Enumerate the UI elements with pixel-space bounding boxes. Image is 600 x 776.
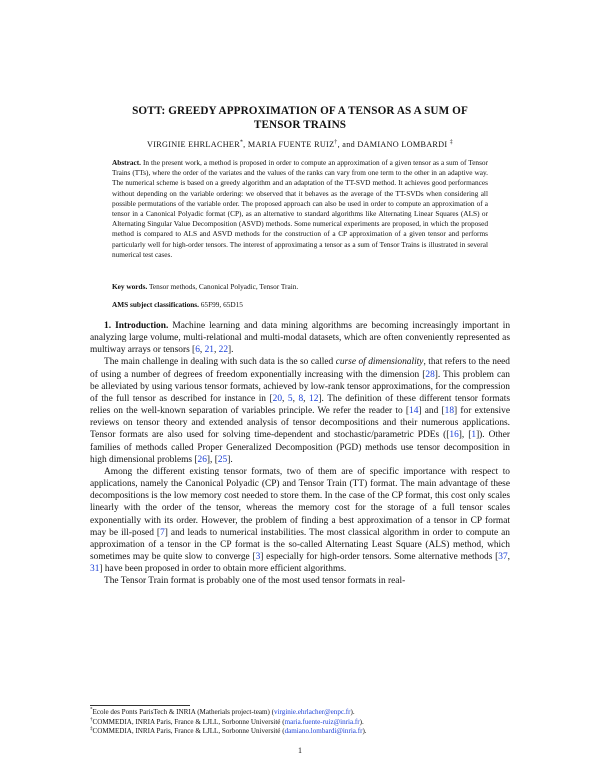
text-run: ] for extensive reviews on tensor theory and extended analysis of tensor decompositions and their numerous applications. Tensor formats are also used for solving time-dependent and stochastic/parametric PDEs ([ xyxy=(90,406,510,441)
footnote-affiliation: COMMEDIA, INRIA Paris, France & LJLL, Sorbonne Université ( xyxy=(92,717,285,726)
keywords-text: Tensor methods, Canonical Polyadic, Tensor Train. xyxy=(148,282,299,291)
text-run: ], [ xyxy=(458,430,472,441)
page-number: 1 xyxy=(298,746,302,755)
text-run: ] especially for high-order tensors. Some alternative methods [ xyxy=(260,551,499,562)
ams-text: 65F99, 65D15 xyxy=(200,300,243,309)
footnotes xyxy=(90,708,520,737)
citation-link[interactable]: 28 xyxy=(425,369,435,380)
citation-link[interactable]: 20 xyxy=(272,393,283,404)
text-run: ]. xyxy=(227,454,233,465)
text-run: ] and leads to numerical instabilities. The most classical algorithm in order to compute an approximation of a tensor in the CP format is the so-called Alternating Least Square (ALS) method, which sometimes may be quite slow to converge [ xyxy=(90,527,510,562)
paper-title: SOTT: GREEDY APPROXIMATION OF A TENSOR AS A SUM OF TENSOR TRAINS xyxy=(132,105,468,131)
text-run: , that refers to the need of using a number of degrees of freedom exponentially increasing with the dimension [ xyxy=(90,357,510,380)
paragraph-tensor-train xyxy=(90,575,510,587)
citation-link[interactable]: 22 xyxy=(218,345,228,356)
paragraph-intro xyxy=(90,320,510,356)
paragraph-curse xyxy=(90,356,510,465)
citation-link[interactable]: 26 xyxy=(197,454,207,465)
section-title: Introduction. xyxy=(115,321,169,331)
text-run: ]. xyxy=(228,345,234,356)
text-run: ]. The definition of these different tensor formats relies on the well-known separation of variables principle. We refer the reader to [ xyxy=(90,393,511,417)
citation-link[interactable]: 6 xyxy=(195,345,200,356)
footnote-mark: * xyxy=(90,707,93,713)
citation-link[interactable]: 5 xyxy=(287,393,293,404)
footnote-fuente-ruiz xyxy=(90,718,520,728)
footnote-mark: ‡ xyxy=(90,726,93,732)
author-list xyxy=(80,140,520,149)
ams-label: AMS subject classifications. xyxy=(112,300,199,309)
author-fuente-ruiz: MARIA FUENTE RUIZ xyxy=(247,140,335,149)
text-run: , xyxy=(292,393,299,404)
author-ehrlacher: VIRGINIE EHRLACHER xyxy=(147,140,240,149)
citation-link[interactable]: 3 xyxy=(255,551,261,562)
text-run: The Tensor Train format is probably one of the most used tensor formats in real- xyxy=(104,576,406,587)
text-run: ] and [ xyxy=(418,406,445,417)
citation-link[interactable]: 1 xyxy=(471,430,477,441)
author-mark: ‡ xyxy=(449,139,453,146)
citation-link[interactable]: 37 xyxy=(498,551,508,562)
text-run: ]). Other families of methods called Proper Generalized Decomposition (PGD) methods use tensor decomposition in high dimensional problems [ xyxy=(90,430,510,465)
footnote-mark: † xyxy=(90,717,93,723)
email-link[interactable]: maria.fuente-ruiz@inria.fr xyxy=(284,717,360,726)
paragraph-formats xyxy=(90,466,510,575)
author-mark: † xyxy=(334,139,338,146)
body-text xyxy=(90,320,510,587)
section-number: 1. xyxy=(104,321,112,331)
footnote-end: ). xyxy=(359,717,364,726)
author-separator: , and xyxy=(337,140,358,149)
citation-link[interactable]: 18 xyxy=(444,406,455,417)
author-lombardi: DAMIANO LOMBARDI xyxy=(357,140,448,149)
footnote-affiliation: Ecole des Ponts ParisTech & INRIA (Matherials project-team) ( xyxy=(92,708,275,716)
keywords xyxy=(112,282,488,291)
footnote-divider xyxy=(90,705,190,706)
author-separator: , xyxy=(243,140,248,149)
abstract-label: Abstract. xyxy=(112,158,141,167)
footnote-affiliation: COMMEDIA, INRIA Paris, France & LJLL, Sorbonne Université ( xyxy=(92,727,285,736)
text-run: ], [ xyxy=(206,454,218,465)
citation-link[interactable]: 31 xyxy=(90,564,100,575)
author-mark: * xyxy=(239,139,244,146)
emphasis-curse: curse of dimensionality xyxy=(335,357,424,368)
footnote-end: ). xyxy=(350,708,355,716)
text-run: , xyxy=(282,393,288,404)
footnote-ehrlacher xyxy=(90,708,520,718)
citation-link[interactable]: 12 xyxy=(309,393,319,404)
footnote-end: ). xyxy=(362,727,367,736)
text-run: , xyxy=(199,345,205,356)
abstract-text: In the present work, a method is proposed in order to compute an approximation of a given tensor as a sum of Tensor Trains (TTs), where the order of the variates and the values of the ranks can vary from one term to the other in an adaptive way. The numerical scheme is based on a greedy algorithm and an adaptation of the TT-SVD method. It achieves good performances without depending on the variable ordering: we observed that it behaves as the average of the TT-SVDs when considering all possible permutations of the variable order. The proposed approach can also be used in order to compute an approximation of a tensor in a Canonical Polyadic format (CP), as an alternative to standard algorithms like Alternating Linear Squares (ALS) or Alternating Singular Value Decomposition (ASVD) methods. Some numerical experiments are proposed, in which the proposed method is compared to ALS and ASVD methods for the construction of a CP approximation of a given tensor and performs particularly well for high-order tensors. The interest of approximating a tensor as a sum of Tensor Trains is illustrated in several numerical test cases. xyxy=(112,158,488,259)
citation-link[interactable]: 7 xyxy=(160,527,165,538)
text-run: , xyxy=(303,393,310,404)
email-link[interactable]: virginie.ehrlacher@enpc.fr xyxy=(274,708,351,716)
citation-link[interactable]: 14 xyxy=(409,406,419,417)
citation-link[interactable]: 8 xyxy=(298,393,304,404)
citation-link[interactable]: 25 xyxy=(217,454,228,465)
abstract xyxy=(112,158,488,260)
text-run: Among the different existing tensor formats, two of them are of specific importance with respect to applications, namely the Canonical Polyadic (CP) and Tensor Train (TT) format. The main advantage of these decompositions is the low memory cost needed to store them. In the case of the CP format, this cost only scales linearly with the order of the tensor, whereas the memory cost for the storage of a full tensor scales exponentially with its order. However, the problem of finding a best approximation of a tensor in CP format may be ill-posed [ xyxy=(90,466,510,538)
text-run: , xyxy=(507,551,510,562)
citation-link[interactable]: 16 xyxy=(449,430,459,441)
ams-classification xyxy=(112,300,488,309)
keywords-label: Key words. xyxy=(112,282,148,291)
text-run: , xyxy=(213,345,219,356)
text-run: ] have been proposed in order to obtain more efficient algorithms. xyxy=(99,564,347,575)
email-link[interactable]: damiano.lombardi@inria.fr xyxy=(284,727,363,736)
text-run: Machine learning and data mining algorithms are becoming increasingly important in analyzing large volume, multi-relational and multi-modal datasets, which are often conveniently represented as multiway arrays or tensors [ xyxy=(90,321,511,356)
text-run: ]. This problem can be alleviated by using various tensor formats, achieved by low-rank tensor approximations, for the compression of the full tensor as described for instance in [ xyxy=(90,369,510,404)
text-run: The main challenge in dealing with such data is the so called xyxy=(104,357,336,368)
citation-link[interactable]: 21 xyxy=(204,345,214,356)
footnote-lombardi xyxy=(90,727,520,737)
